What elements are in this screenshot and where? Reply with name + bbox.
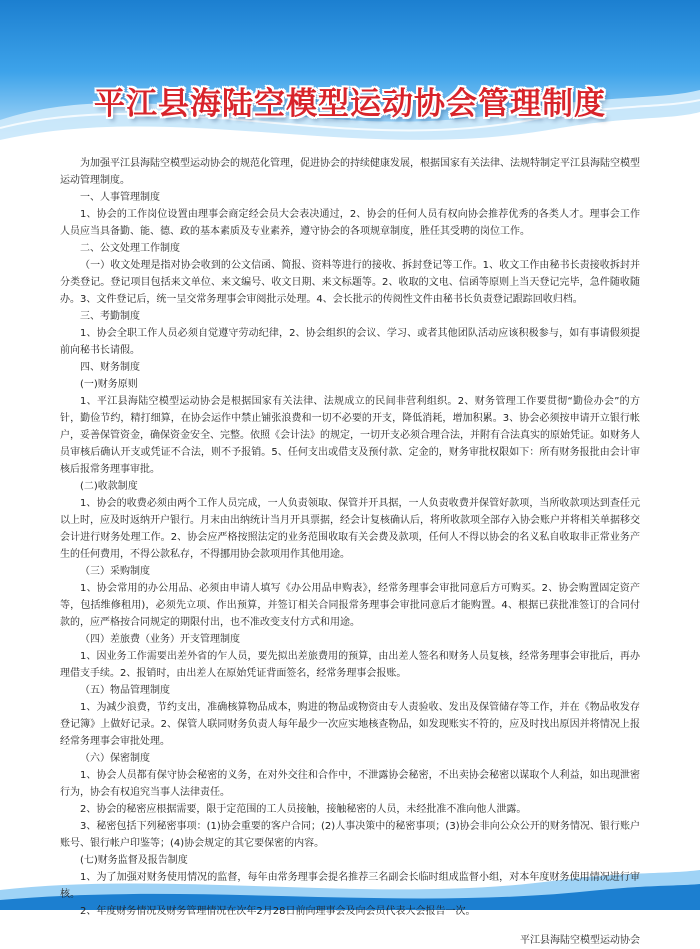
- section-heading: 四、财务制度: [80, 362, 140, 373]
- paragraph: 2、协会的秘密应根据需要，限于定范围的工人员接触，接触秘密的人员，未经批准不准向他人泄露。: [80, 804, 527, 815]
- paragraph: 1、协会常用的办公用品、必须由申请人填写《办公用品申购表》，经常务理事会审批同意后方可购买。2、协会购置固定资产等，包括维修租用)，必须先立项、作出预算，并签订相关合同报常务理事会审批同意后才能购置。4、根据已获批准签订的合同付款的，应严格按合同规定的期限付出，也不准改变支付方式和用途。: [60, 583, 640, 628]
- paragraph: 1、平江县海陆空模型运动协会是根据国家有关法律、法规成立的民间非营利组织。2、财务管理工作要贯彻“勤俭办会”的方针，勤俭节约，精打细算，在协会运作中禁止铺张浪费和一切不必要的开支，降低消耗，增加积累。3、协会必须按申请开立银行帐户，妥善保管资金，确保资金安全、完整。依照《会计法》的规定，一切开支必须合理合法，并附有合法真实的原始凭证。如财务人员审核后确认开支或凭证不合法，则不予报销。5、任何支出或借支及预付款、定金的，财务审批权限如下：所有财务报批由会计审核后报常务理事审批。: [60, 396, 640, 475]
- subsection-heading: (七)财务监督及报告制度: [80, 855, 188, 866]
- paragraph: 1、协会的工作岗位设置由理事会商定经会员大会表决通过，2、协会的任何人员有权向协会推荐优秀的各类人才。理事会工作人员应当具备勤、能、德、政的基本素质及专业素养，遵守协会的各项规章制度，胜任其受聘的岗位工作。: [60, 209, 640, 237]
- section-heading: 三、考勤制度: [80, 311, 140, 322]
- subsection-heading: (一)财务原则: [80, 379, 138, 390]
- intro-paragraph: 为加强平江县海陆空模型运动协会的规范化管理，促进协会的持续健康发展，根据国家有关法律、法规特制定平江县海陆空模型运动管理制度。: [60, 158, 640, 186]
- paragraph: 1、为减少浪费，节约支出，准确核算物品成本，购进的物品或物资由专人责验收、发出及保管储存等工作，并在《物品收发存登记簿》上做好记录。2、保管人联同财务负责人每年最少一次应实地核查物品，如发现账实不符的，应及时找出原因并将情况上报经常务理事会审批处理。: [60, 702, 640, 747]
- paragraph: （一）收文处理是指对协会收到的公文信函、简报、资料等进行的接收、拆封登记等工作。1、收文工作由秘书长责接收拆封并分类登记。登记项目包括来文单位、来文编号、收文日期、来文标题等。2、收取的文电、信函等原则上当天登记完毕，急件随收随办。3、文件登记后，统一呈交常务理事会审阅批示处理。4、会长批示的传阅性文件由秘书长负责登记跟踪回收归档。: [60, 260, 640, 305]
- section-heading: 一、人事管理制度: [80, 192, 160, 203]
- subsection-heading: （六）保密制度: [80, 753, 150, 764]
- paragraph: 1、协会人员都有保守协会秘密的义务，在对外交往和合作中，不泄露协会秘密，不出卖协会秘密以谋取个人利益，如出现泄密行为，协会有权追究当事人法律责任。: [60, 770, 640, 798]
- paragraph: 2、年度财务情况及财务管理情况在次年2月28日前向理事会及向会员代表大会报告一次。: [80, 906, 476, 917]
- subsection-heading: (二)收款制度: [80, 481, 138, 492]
- document-body: [60, 155, 640, 949]
- page-title: 平江县海陆空模型运动协会管理制度: [94, 86, 606, 122]
- paragraph: 1、协会全职工作人员必须自觉遵守劳动纪律，2、协会组织的会议、学习、或者其他团队活动应该积极参与，如有事请假须提前向秘书长请假。: [60, 328, 640, 356]
- section-heading: 二、公文处理工作制度: [80, 243, 180, 254]
- paragraph: 1、协会的收费必须由两个工作人员完成，一人负责领取、保管并开具据，一人负责收费并保管好款项，当所收款项达到查任元以上时，应及时返纳开户银行。月末由出纳统计当月开具票据，经会计复核确认后，将所收款项全部存入协会账户并将相关单据移交会计进行财务处理工作。2、协会应严格按照法定的业务范围收取有关会费及款项，任何人不得以协会的名义私自收取非正常业务产生的任何费用，不得公款私存，不得挪用协会款项用作其他用途。: [60, 498, 640, 560]
- subsection-heading: （四）差旅费（业务）开支管理制度: [80, 634, 240, 645]
- paragraph: 3、秘密包括下列秘密事项：(1)协会重要的客户合同；(2)人事决策中的秘密事项；(3)协会非向公众公开的财务情况、银行账户账号、银行帐户印鉴等；(4)协会规定的其它要保密的内容。: [60, 821, 640, 849]
- paragraph: 1、因业务工作需要出差外省的乍人员，要先拟出差旅费用的预算，由出差人签名和财务人员复核，经常务理事会审批后，再办理借支手续。2、报销时，由出差人在原始凭证背面签名，经常务理事会报账。: [60, 651, 640, 679]
- signature: 平江县海陆空模型运动协会: [520, 935, 640, 946]
- paragraph: 1、为了加强对财务使用情况的监督，每年由常务理事会提名推荐三名副会长临时组成监督小组，对本年度财务使用情况进行审核。: [60, 872, 640, 900]
- subsection-heading: （三）采购制度: [80, 566, 150, 577]
- subsection-heading: （五）物品管理制度: [80, 685, 170, 696]
